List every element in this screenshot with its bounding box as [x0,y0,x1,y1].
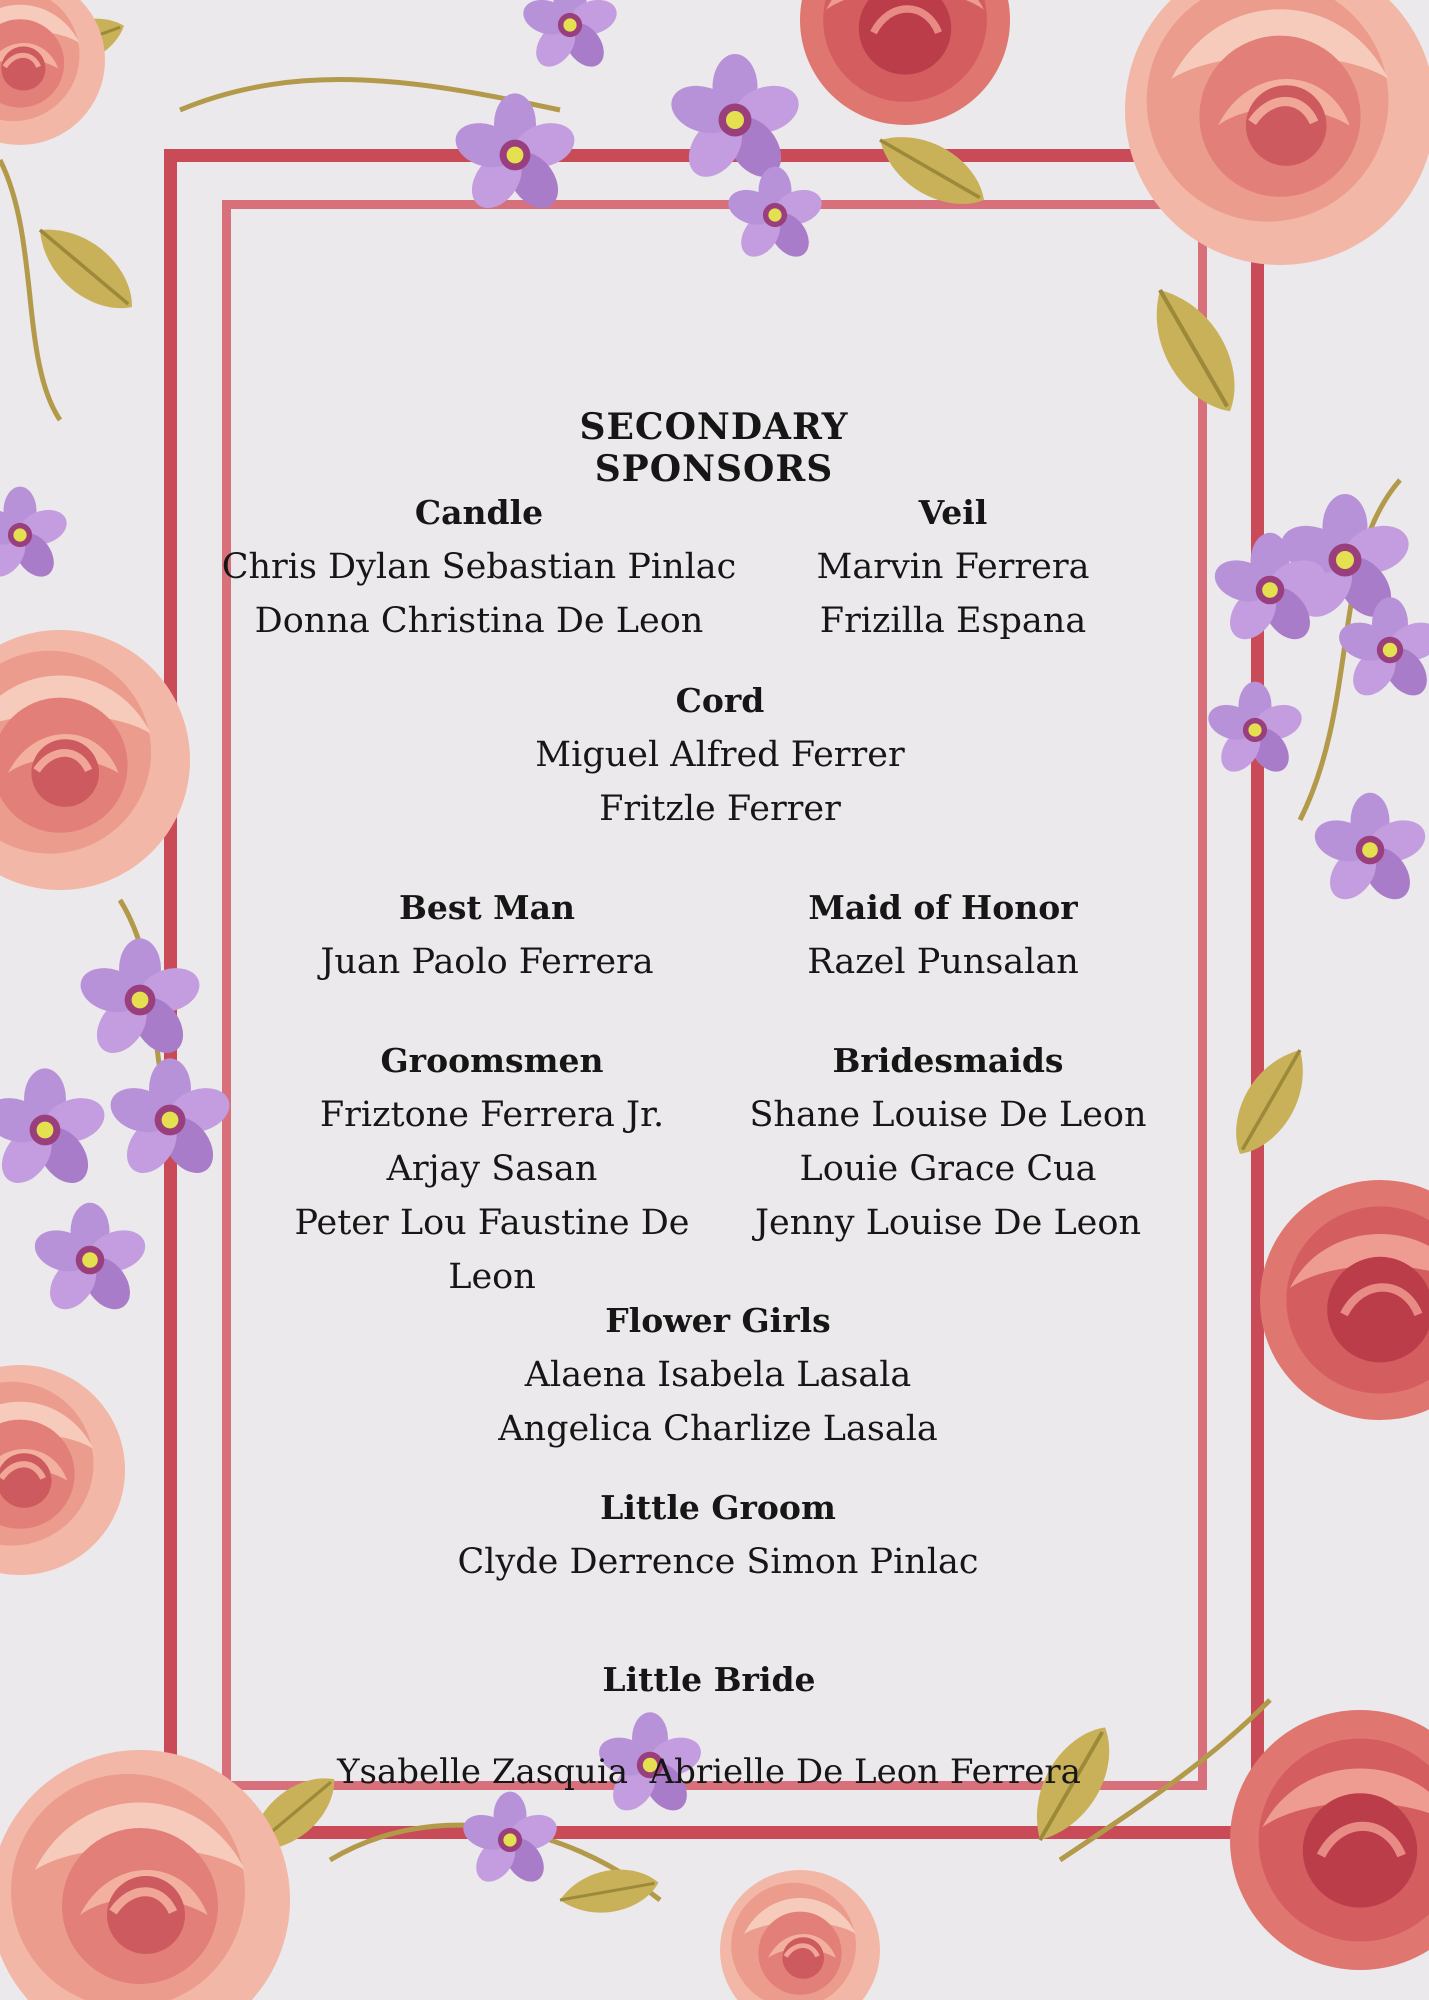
sponsor-name: Angelica Charlize Lasala [498,1409,938,1449]
sponsor-name: Clyde Derrence Simon Pinlac [457,1542,979,1582]
sponsor-name: Chris Dylan Sebastian Pinlac [221,547,737,587]
section-veil [803,486,1103,648]
section-heading: Maid of Honor [808,888,1078,927]
sponsor-name: Miguel Alfred Ferrer [535,735,905,775]
sponsor-name: Shane Louise De Leon [749,1095,1147,1135]
sponsor-name: Marvin Ferrera [816,547,1090,587]
section-little-bride [319,1615,1099,1837]
sponsor-name: Donna Christina De Leon [254,601,704,641]
sponsor-name: Friztone Ferrera Jr. [319,1095,665,1135]
sponsor-name: Jenny Louise De Leon [754,1203,1142,1243]
sponsor-name: Razel Punsalan [807,942,1079,982]
section-heading: Groomsmen [380,1041,604,1080]
section-heading: Best Man [398,888,576,927]
page-title: SECONDARY SPONSORS [579,406,849,490]
section-heading: Flower Girls [605,1301,831,1340]
section-bridesmaids [748,1034,1148,1250]
section-heading: Little Groom [600,1488,836,1527]
section-heading: Veil [918,493,988,532]
section-heading: Bridesmaids [832,1041,1064,1080]
section-maid-of-honor [783,881,1103,989]
section-little-groom [448,1481,988,1589]
sponsor-name: Peter Lou Faustine De Leon [294,1203,690,1297]
sponsor-name: Fritzle Ferrer [599,789,841,829]
sponsor-name: Juan Paolo Ferrera [320,942,654,982]
section-cord [520,674,920,836]
section-flower-girls [468,1294,968,1456]
section-best-man [307,881,667,989]
sponsor-name: Ysabelle Zasquia Abrielle De Leon Ferrera [337,1752,1081,1792]
sponsor-name: Louie Grace Cua [799,1149,1097,1189]
sponsor-name: Frizilla Espana [819,601,1087,641]
section-heading: Cord [675,681,765,720]
sponsor-name: Alaena Isabela Lasala [524,1355,912,1395]
section-heading: Little Bride [602,1660,816,1699]
section-candle [219,486,739,648]
section-groomsmen [257,1034,727,1304]
section-heading: Candle [414,493,544,532]
sponsor-name: Arjay Sasan [386,1149,598,1189]
